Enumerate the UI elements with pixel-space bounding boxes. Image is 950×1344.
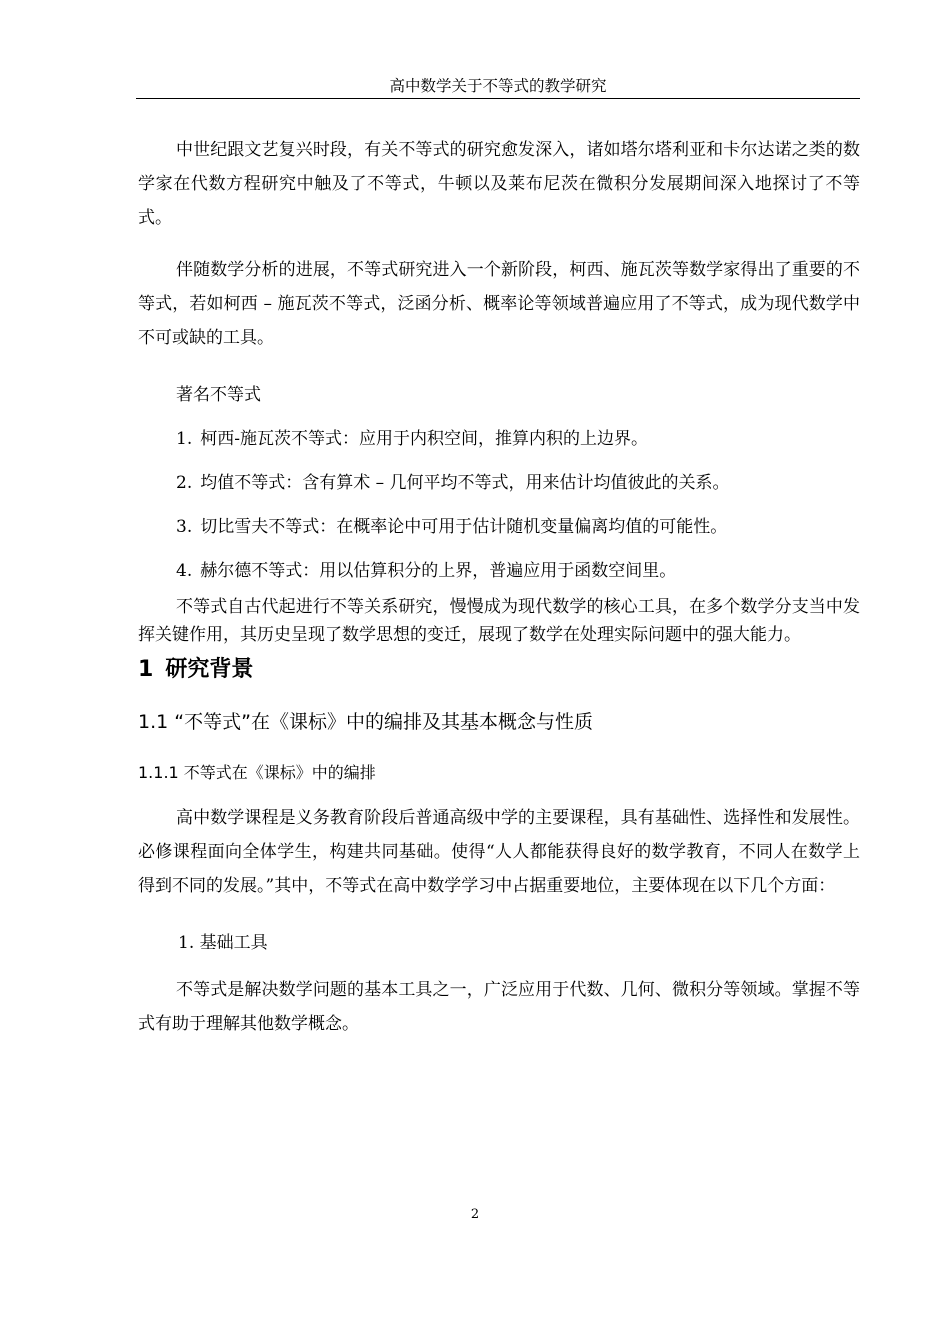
list-item-text: 赫尔德不等式：用以估算积分的上界，普遍应用于函数空间里。 <box>200 561 677 581</box>
paragraph-curriculum: 高中数学课程是义务教育阶段后普通高级中学的主要课程，具有基础性、选择性和发展性。必修课程面向全体学生，构建共同基础。使得“人人都能获得良好的数学教育，不同人在数学上得到不同的发展。”其中，不等式在高中数学学习中占据重要地位，主要体现在以下几个方面： <box>138 808 860 896</box>
list-item <box>138 417 860 461</box>
subsubsection-heading: 1.1.1 不等式在《课标》中的编排 <box>138 763 376 782</box>
page-header <box>136 76 860 99</box>
paragraph-summary: 不等式自古代起进行不等关系研究，慢慢成为现代数学的核心工具，在多个数学分支当中发挥关键作用，其历史呈现了数学思想的变迁，展现了数学在处理实际问题中的强大能力。 <box>138 597 860 645</box>
list-item-number: 3. <box>176 517 193 537</box>
point-heading-basic-tool: 1. 基础工具 <box>178 933 268 953</box>
document-body <box>138 133 860 1041</box>
famous-inequalities-title: 著名不等式 <box>176 385 261 405</box>
list-item-number: 2. <box>176 473 193 493</box>
list-item <box>138 505 860 549</box>
page-number: 2 <box>470 1207 480 1222</box>
list-item-text: 切比雪夫不等式：在概率论中可用于估计随机变量偏离均值的可能性。 <box>200 517 728 537</box>
paragraph-analysis: 伴随数学分析的进展，不等式研究进入一个新阶段，柯西、施瓦茨等数学家得出了重要的不等式，若如柯西 – 施瓦茨不等式，泛函分析、概率论等领域普遍应用了不等式，成为现代数学中不可或缺的工具。 <box>138 260 860 348</box>
list-item <box>138 461 860 505</box>
list-item <box>138 549 860 593</box>
list-item-text: 均值不等式：含有算术 – 几何平均不等式，用来估计均值彼此的关系。 <box>200 473 730 493</box>
section-number: 1 <box>138 657 154 682</box>
famous-inequalities-list <box>138 417 860 593</box>
paragraph-medieval: 中世纪跟文艺复兴时段，有关不等式的研究愈发深入，诸如塔尔塔利亚和卡尔达诺之类的数学家在代数方程研究中触及了不等式，牛顿以及莱布尼茨在微积分发展期间深入地探讨了不等式。 <box>138 140 860 228</box>
paragraph-basic-tool: 不等式是解决数学问题的基本工具之一，广泛应用于代数、几何、微积分等领域。掌握不等式有助于理解其他数学概念。 <box>138 980 860 1034</box>
list-item-number: 1. <box>176 429 193 449</box>
section-heading <box>138 653 860 687</box>
section-title: 研究背景 <box>165 657 254 682</box>
list-item-text: 柯西-施瓦茨不等式：应用于内积空间，推算内积的上边界。 <box>200 429 648 449</box>
subsection-heading: 1.1 “不等式”在《课标》中的编排及其基本概念与性质 <box>138 711 593 733</box>
list-item-number: 4. <box>176 561 193 581</box>
header-title: 高中数学关于不等式的教学研究 <box>389 77 607 95</box>
